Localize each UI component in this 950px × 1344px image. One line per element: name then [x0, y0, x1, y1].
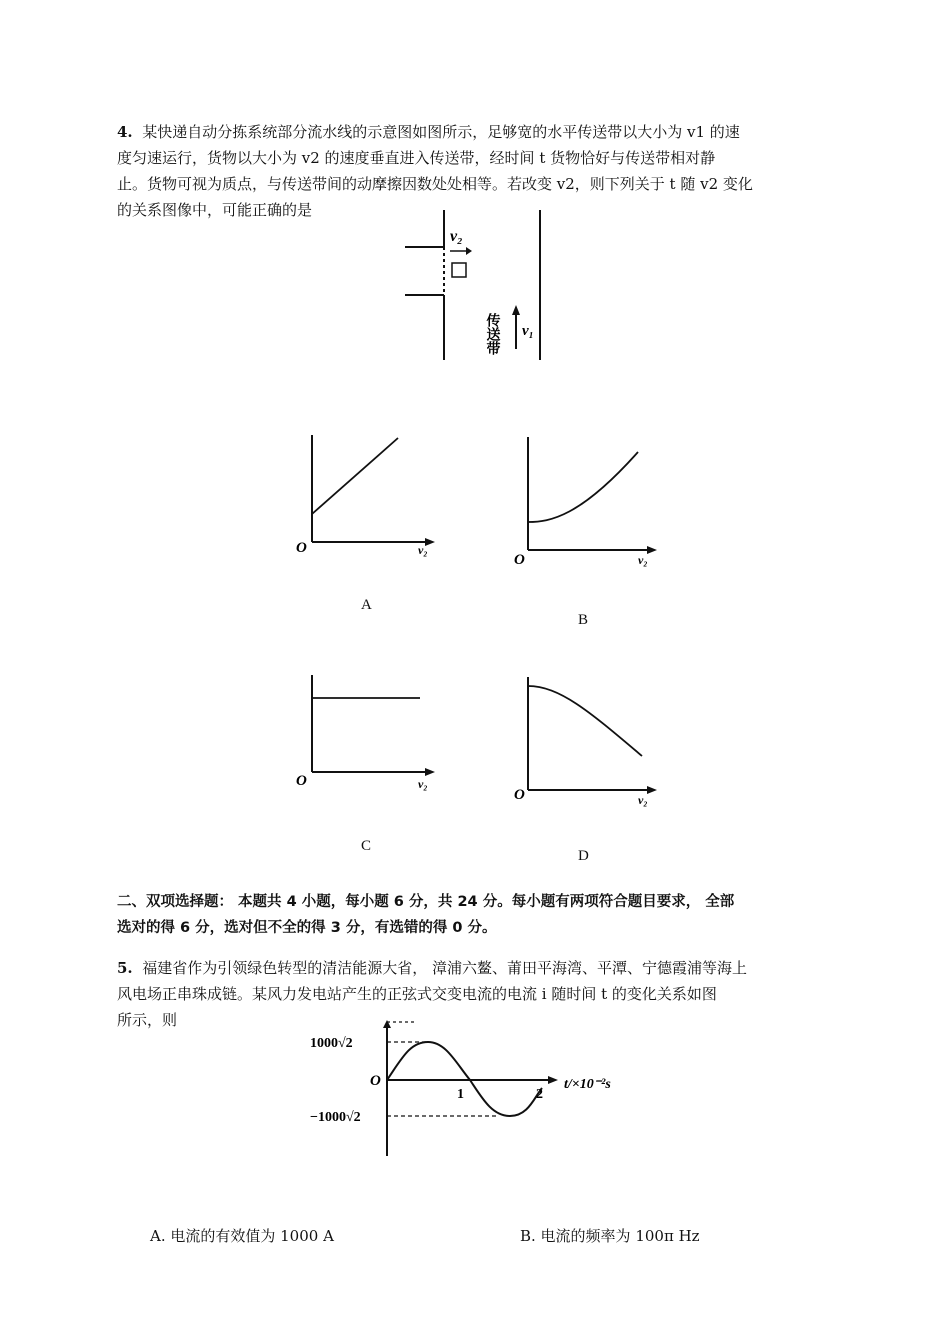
graph-c-xlabel: v₂ [418, 777, 428, 791]
q4-line2: 度匀速运行，货物以大小为 v2 的速度垂直进入传送带，经时间 t 货物恰好与传送带相对静 [117, 149, 716, 167]
q4-line1: 某快递自动分拣系统部分流水线的示意图如图所示，足够宽的水平传送带以大小为 v1 的速 [142, 123, 740, 141]
q4-line3: 止。货物可视为质点，与传送带间的动摩擦因数处处相等。若改变 v2，则下列关于 t 随 v2 变化 [117, 175, 753, 193]
q5-line2: 风电场正串珠成链。某风力发电站产生的正弦式交变电流的电流 i 随时间 t 的变化关系如图 [117, 985, 717, 1003]
current-time-graph [310, 1018, 650, 1158]
option-c-label: C [361, 838, 372, 854]
section2-line1: 二、双项选择题： 本题共 4 小题，每小题 6 分，共 24 分。每小题有两项符合题目要求， 全部 [117, 894, 735, 910]
tick-2-label: 2 [536, 1087, 543, 1102]
question-number: 4. [117, 123, 133, 141]
ymin-label: −1000√2 [310, 1110, 361, 1125]
tick-1-label: 1 [457, 1087, 464, 1102]
option-b: B. 电流的频率为 100π Hz [520, 1227, 700, 1245]
graph-d-xlabel: v₂ [638, 793, 648, 807]
graph-d-origin: O [514, 787, 525, 803]
v1-label: v₁ [522, 323, 534, 339]
cargo-box [452, 263, 466, 277]
option-a: A. 电流的有效值为 1000 A [150, 1227, 334, 1245]
question-number: 5. [117, 959, 133, 977]
graph-origin: O [370, 1073, 381, 1089]
q4-line4: 的关系图像中，可能正确的是 [117, 201, 313, 219]
graph-b [510, 432, 670, 572]
graph-c-origin: O [296, 773, 307, 789]
section-2-instructions [117, 889, 837, 941]
graph-d [510, 672, 670, 812]
q5-line1: 福建省作为引领绿色转型的清洁能源大省， 漳浦六鳌、莆田平海湾、平潭、宁德霞浦等海上 [142, 959, 747, 977]
q5-line3: 所示，则 [117, 1011, 178, 1029]
option-d-label: D [578, 848, 589, 864]
section2-line2: 选对的得 6 分，选对但不全的得 3 分，有选错的得 0 分。 [117, 920, 497, 936]
graph-a-xlabel: v₂ [418, 543, 428, 557]
belt-label: 传送带 [484, 313, 500, 355]
graph-a [290, 430, 450, 570]
v2-label: v₂ [450, 228, 463, 245]
ymax-label: 1000√2 [310, 1036, 353, 1051]
graph-b-origin: O [514, 552, 525, 568]
conveyor-belt-figure [400, 205, 560, 365]
graph-c [290, 670, 450, 800]
x-axis-label: t/×10⁻²s [564, 1077, 611, 1092]
option-a-label: A [361, 597, 372, 613]
graph-b-xlabel: v₂ [638, 553, 648, 567]
option-b-label: B [578, 612, 589, 628]
graph-a-origin: O [296, 540, 307, 556]
